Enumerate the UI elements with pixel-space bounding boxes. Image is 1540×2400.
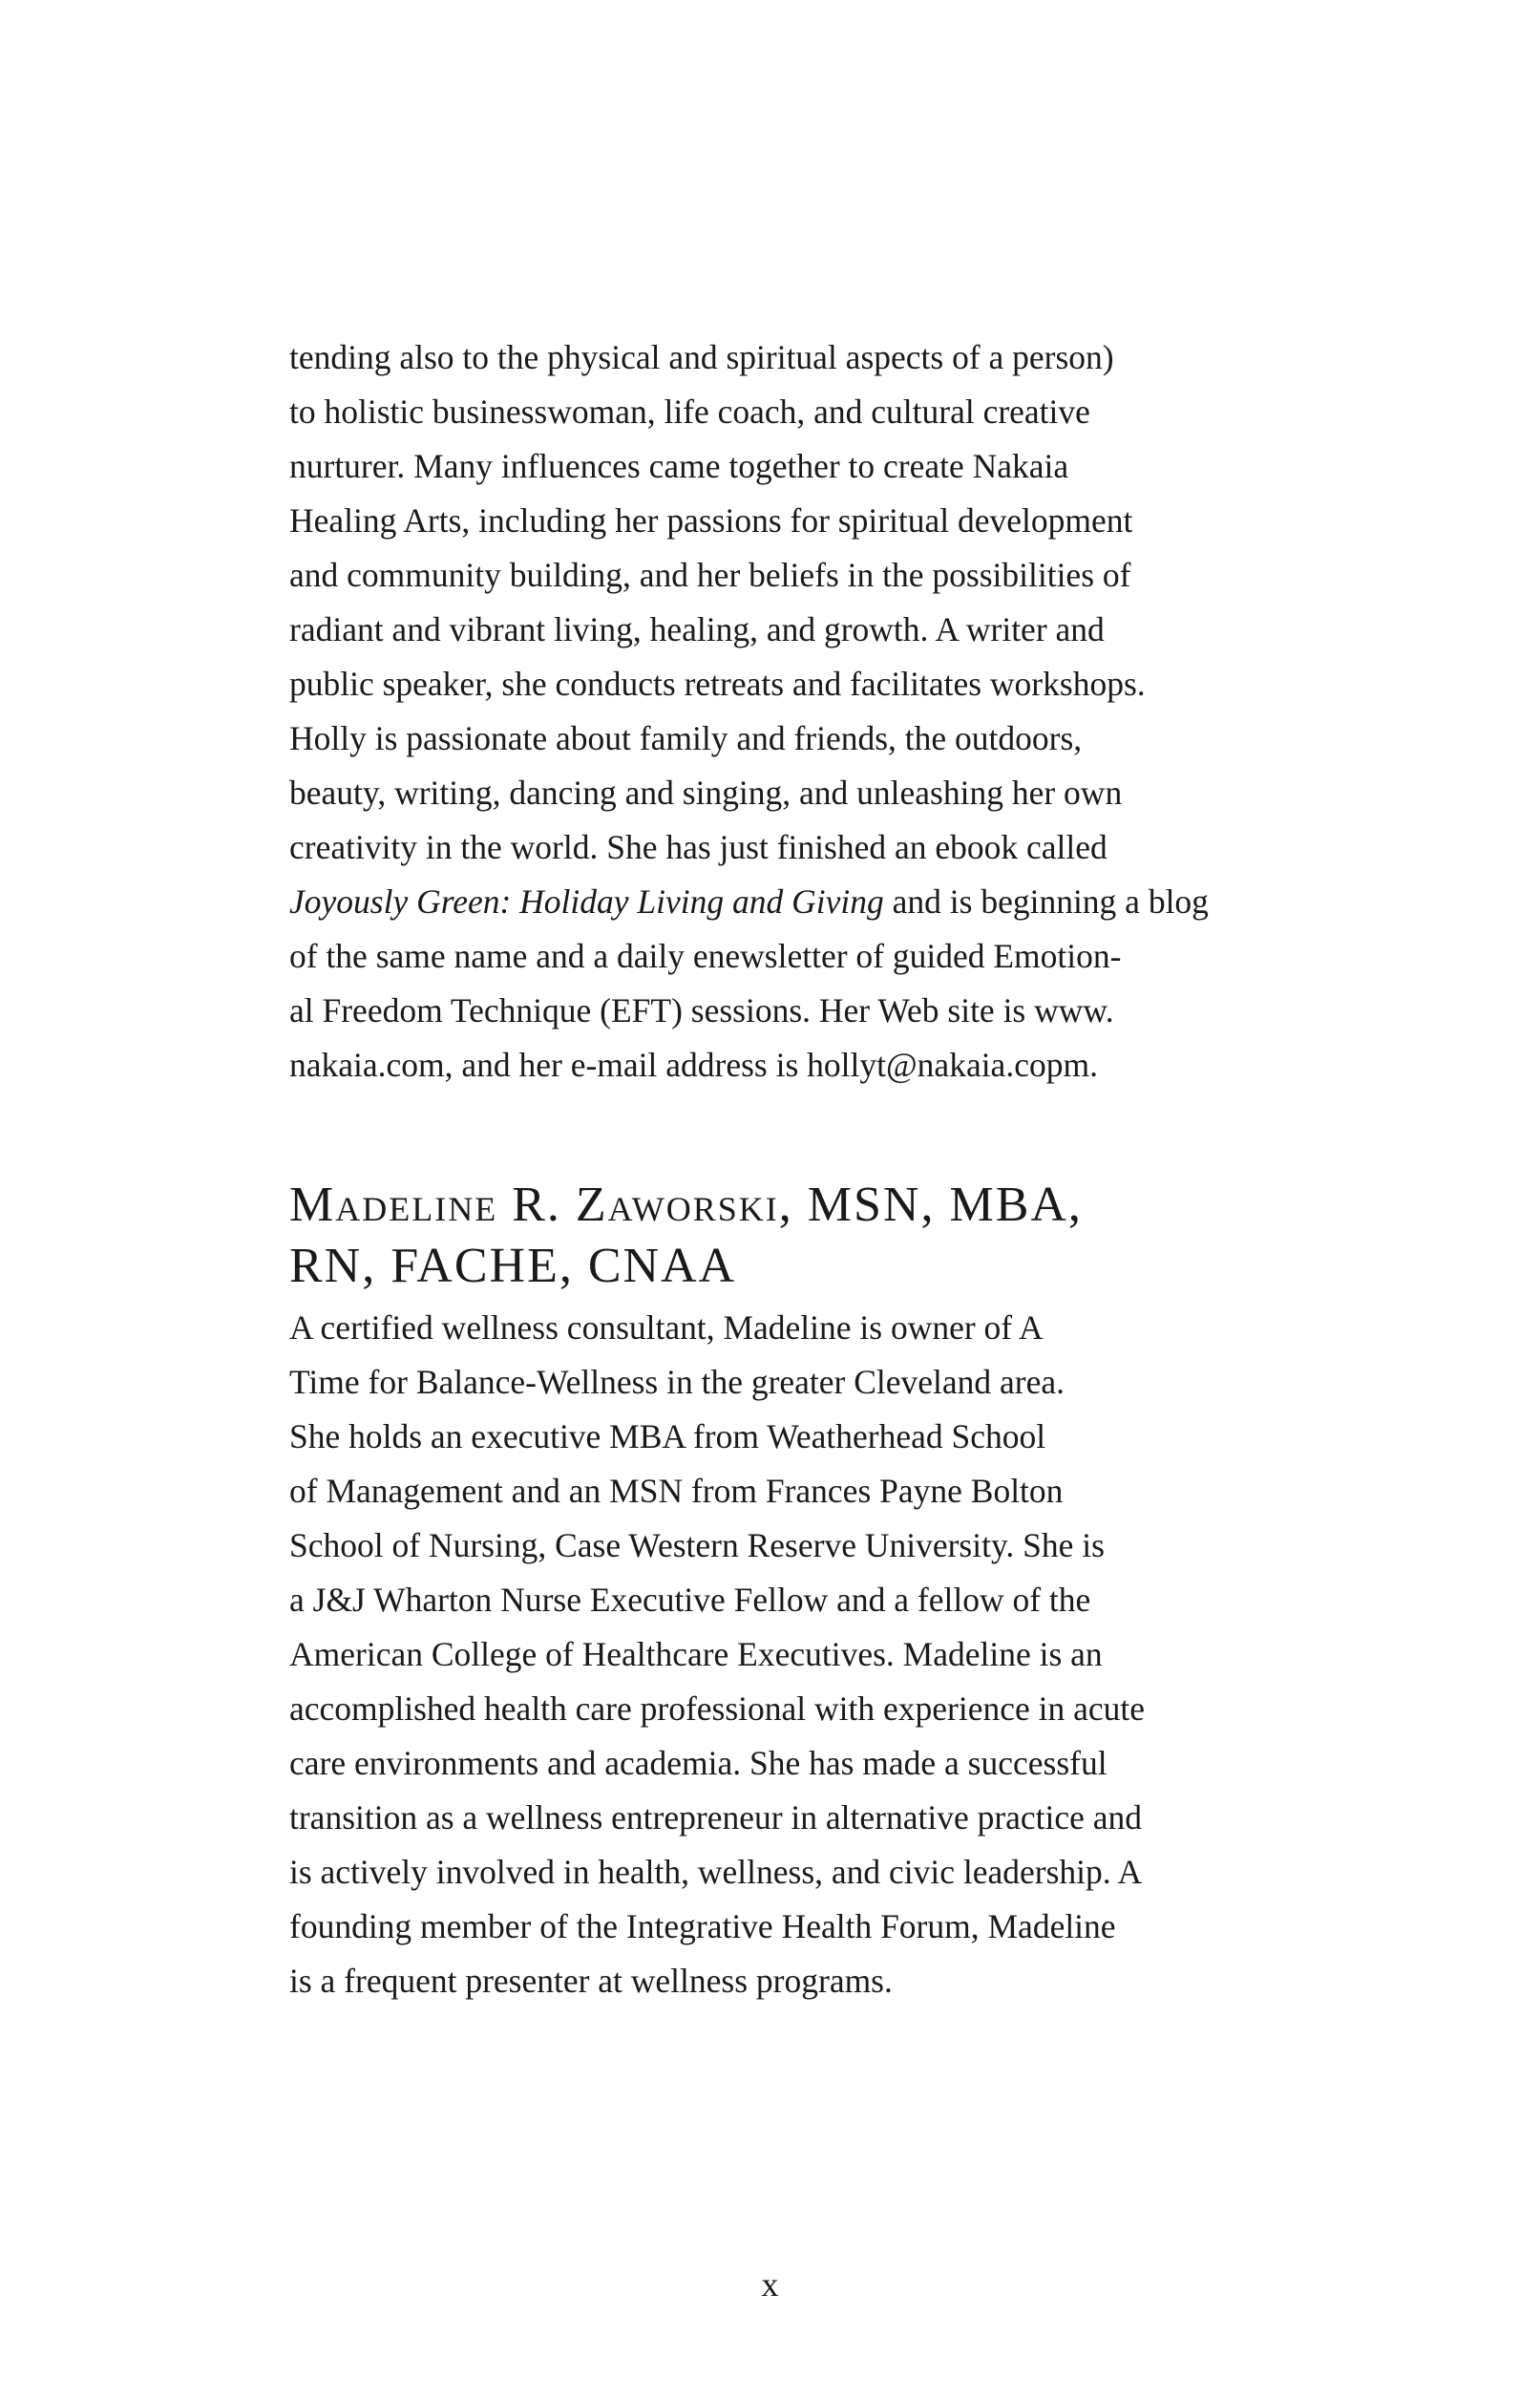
text-line: She holds an executive MBA from Weatherhead School [289, 1417, 1046, 1455]
text-line: School of Nursing, Case Western Reserve University. She is [289, 1526, 1105, 1564]
text-line: beauty, writing, dancing and singing, and unleashing her own [289, 774, 1123, 812]
intro-paragraph [289, 330, 1273, 1093]
text-line: nurturer. Many influences came together to create Nakaia [289, 447, 1069, 485]
page-number: x [761, 2265, 779, 2304]
text-line: founding member of the Integrative Health Forum, Madeline [289, 1907, 1116, 1945]
text-line-with-title [289, 875, 1273, 929]
text-line: to holistic businesswoman, life coach, and cultural creative [289, 393, 1090, 431]
text-line: al Freedom Technique (EFT) sessions. Her Web site is www. [289, 991, 1114, 1030]
text-line: is actively involved in health, wellness, and civic leadership. A [289, 1853, 1143, 1891]
text-line: creativity in the world. She has just finished an ebook called [289, 828, 1108, 866]
bio-paragraph [289, 1301, 1273, 2008]
text-line: Time for Balance-Wellness in the greater Cleveland area. [289, 1363, 1065, 1401]
text-line: accomplished health care professional with experience in acute [289, 1689, 1145, 1728]
text-line: Holly is passionate about family and friends, the outdoors, [289, 719, 1083, 757]
book-title-tail: and is beginning a blog [883, 882, 1209, 921]
text-line: A certified wellness consultant, Madeline is owner of A [289, 1308, 1044, 1347]
book-title: Joyously Green: Holiday Living and Giving [289, 882, 884, 921]
text-line: of Management and an MSN from Frances Payne Bolton [289, 1472, 1064, 1510]
text-line: transition as a wellness entrepreneur in alternative practice and [289, 1798, 1143, 1837]
text-line: Healing Arts, including her passions for spiritual development [289, 501, 1133, 540]
text-line: is a frequent presenter at wellness programs. [289, 1962, 893, 2000]
text-line: public speaker, she conducts retreats and facilitates workshops. [289, 665, 1146, 703]
text-line: a J&J Wharton Nurse Executive Fellow and a fellow of the [289, 1581, 1091, 1619]
text-line: of the same name and a daily enewsletter of guided Emotion- [289, 937, 1122, 975]
text-line: nakaia.com, and her e-mail address is hollyt@nakaia.copm. [289, 1046, 1098, 1084]
text-line: care environments and academia. She has made a successful [289, 1744, 1108, 1782]
text-line: radiant and vibrant living, healing, and growth. A writer and [289, 610, 1105, 648]
text-line: American College of Healthcare Executives. Madeline is an [289, 1635, 1103, 1673]
text-line: tending also to the physical and spiritual aspects of a person) [289, 338, 1114, 376]
heading-line-2: RN, FACHE, CNAA [289, 1239, 737, 1293]
heading-line-1: Madeline R. Zaworski, MSN, MBA, [289, 1178, 1083, 1232]
text-line: and community building, and her beliefs in the possibilities of [289, 556, 1131, 594]
section-heading [289, 1175, 1292, 1297]
